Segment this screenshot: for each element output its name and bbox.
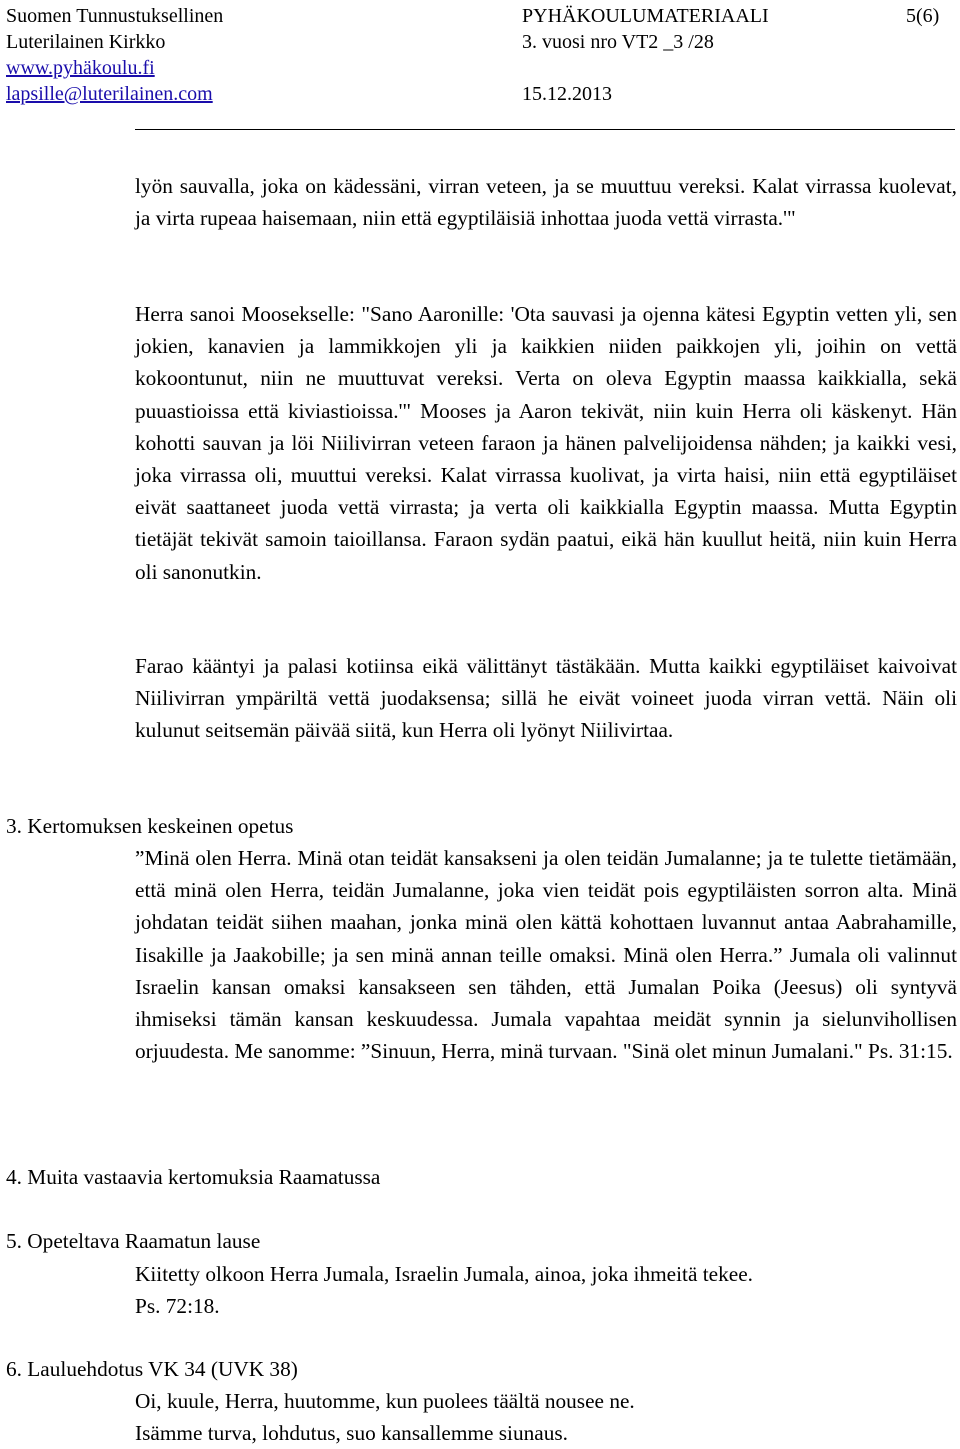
section-4-heading: 4. Muita vastaavia kertomuksia Raamatussa	[6, 1165, 381, 1189]
email-link[interactable]: lapsille@luterilainen.com	[6, 83, 213, 105]
document-reference: 3. vuosi nro VT2 _3 /28	[522, 31, 714, 53]
section-3-body: ”Minä olen Herra. Minä otan teidät kansakseni ja olen teidän Jumalanne; ja te tulette tietämään, että minä olen Herra, teidän Jumalanne, joka vien teidät pois egyptiläisten sorron alta. Minä johdatan teidät siihen maahan, jonka minä olen kättä kohottaen luvannut antaa Aabrahamille, Iisakille ja Jaakobille; ja sen minä annan teille omaksi. Minä olen Herra.” Jumala oli valinnut Israelin kansan omaksi kansakseen sen tähden, että Jumalan Poika (Jeesus) oli syntyvä ihmiseksi tämän kansan keskuudessa. Jumala vapahtaa meidät synnin ja sielunvihollisen orjuudesta. Me sanomme: ”Sinuun, Herra, minä turvaan. "Sinä olet minun Jumalani." Ps. 31:15.	[135, 846, 957, 1064]
memory-verse-block	[135, 1258, 957, 1322]
document-title: PYHÄKOULUMATERIAALI	[522, 5, 769, 27]
organization-name-line1: Suomen Tunnustuksellinen	[6, 5, 224, 27]
header-divider	[135, 129, 955, 130]
story-paragraph-1: lyön sauvalla, joka on kädessäni, virran veteen, ja se muuttuu vereksi. Kalat virrassa kuolevat, ja virta rupeaa haisemaan, niin että egyptiläisiä inhottaa juoda vettä virrasta.'"	[135, 174, 957, 231]
document-date: 15.12.2013	[522, 83, 612, 105]
section-3-heading: 3. Kertomuksen keskeinen opetus	[6, 814, 294, 838]
website-link[interactable]: www.pyhäkoulu.fi	[6, 57, 155, 79]
hymn-lyrics	[135, 1385, 957, 1449]
story-paragraph-2: Herra sanoi Moosekselle: "Sano Aaronille: 'Ota sauvasi ja ojenna kätesi Egyptin vetten yli, sen jokien, kanavien ja lammikkojen yli ja kaikkien niiden paikkojen yli, joihin on vettä kokoontunut, niin ne muuttuvat vereksi. Verta on oleva Egyptin maassa kaikkialla, sekä puuastioissa että kiviastioissa.'" Mooses ja Aaron tekivät, niin kuin Herra oli käskenyt. Hän kohotti sauvan ja löi Niilivirran veteen faraon ja hänen palvelijoidensa nähden; ja kaikki vesi, joka virrassa oli, muuttui vereksi. Kalat virrassa kuolivat, ja virta haisi, niin että egyptiläiset eivät saattaneet juoda vettä virrasta; ja verta oli kaikkialla Egyptin maassa. Mutta Egyptin tietäjät tekivät samoin taioillansa. Faraon sydän paatui, eikä hän kuullut heitä, niin kuin Herra oli sanonutkin.	[135, 302, 957, 584]
hymn-line-1: Oi, kuule, Herra, huutomme, kun puolees täältä nousee ne.	[135, 1389, 635, 1413]
organization-name-line2: Luterilainen Kirkko	[6, 31, 166, 53]
memory-verse-reference: Ps. 72:18.	[135, 1294, 220, 1319]
story-paragraph-3: Farao kääntyi ja palasi kotiinsa eikä välittänyt tästäkään. Mutta kaikki egyptiläiset kaivoivat Niilivirran ympäriltä vettä juodaksensa; sillä he eivät voineet juoda virran vettä. Näin oli kulunut seitsemän päivää siitä, kun Herra oli lyönyt Niilivirtaa.	[135, 654, 957, 743]
section-5-heading: 5. Opeteltava Raamatun lause	[6, 1229, 261, 1253]
section-6-heading: 6. Lauluehdotus VK 34 (UVK 38)	[6, 1357, 298, 1381]
memory-verse-text: Kiitetty olkoon Herra Jumala, Israelin Jumala, ainoa, joka ihmeitä tekee.	[135, 1262, 753, 1286]
hymn-line-2: Isämme turva, lohdutus, suo kansallemme siunaus.	[135, 1421, 568, 1446]
page-number: 5(6)	[906, 5, 940, 27]
